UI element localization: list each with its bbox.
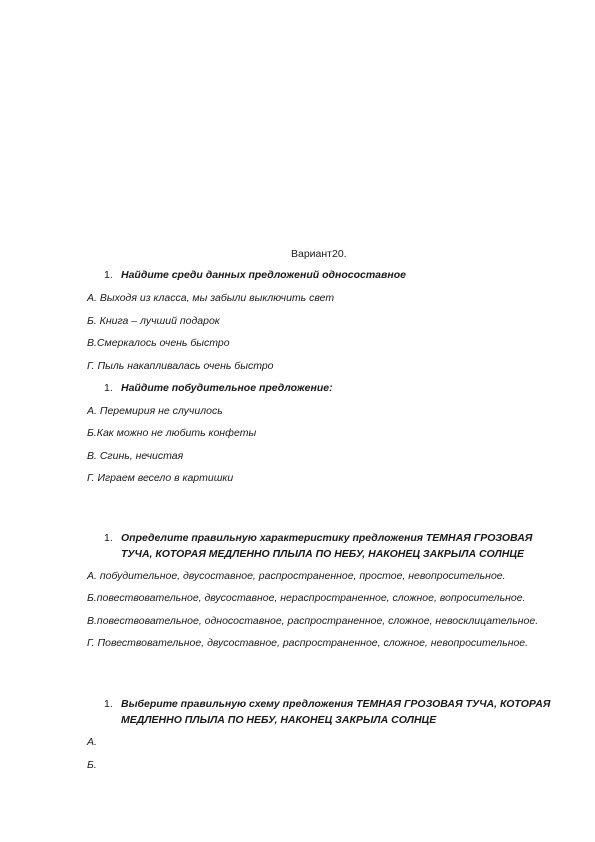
page-title: Вариант20. [291,248,347,260]
q3-number: 1. [104,532,113,544]
q1-option-b: Б. Книга – лучший подарок [87,315,220,327]
q1-option-a: А. Выходя из класса, мы забыли выключить свет [87,292,335,304]
q2-option-a: А. Перемирия не случилось [87,405,223,417]
q3-option-a: А. побудительное, двусоставное, распространенное, простое, невопросительное. [87,570,506,582]
q2-option-c: В. Сгинь, нечистая [87,450,184,462]
q4-question-line1: Выберите правильную схему предложения ТЕМНАЯ ГРОЗОВАЯ ТУЧА, КОТОРАЯ [121,698,551,710]
q3-option-c: В.повествовательное, односоставное, распространенное, сложное, невосклицательное. [87,615,539,627]
q1-option-d: Г. Пыль накапливалась очень быстро [87,360,274,372]
q4-number: 1. [104,698,113,710]
q2-option-b: Б.Как можно не любить конфеты [87,427,257,439]
q3-question-line1: Определите правильную характеристику предложения ТЕМНАЯ ГРОЗОВАЯ [121,532,533,544]
q1-option-c: В.Смеркалось очень быстро [87,337,230,349]
q4-option-b: Б. [87,759,97,771]
q4-question-line2: МЕДЛЕННО ПЛЫЛА ПО НЕБУ, НАКОНЕЦ ЗАКРЫЛА СОЛНЦЕ [121,714,437,726]
q2-number: 1. [104,382,113,394]
q1-question: Найдите среди данных предложений односоставное [121,269,406,281]
q4-option-a: А. [87,736,97,748]
q2-option-d: Г. Играем весело в картишки [87,472,234,484]
q3-question-line2: ТУЧА, КОТОРАЯ МЕДЛЕННО ПЛЫЛА ПО НЕБУ, НАКОНЕЦ ЗАКРЫЛА СОЛНЦЕ [121,548,525,560]
q1-number: 1. [104,269,113,281]
q2-question: Найдите побудительное предложение: [121,382,333,394]
q3-option-d: Г. Повествовательное, двусоставное, распространенное, сложное, невопросительное. [87,637,529,649]
q3-option-b: Б.повествовательное, двусоставное, нераспространенное, сложное, вопросительное. [87,592,526,604]
